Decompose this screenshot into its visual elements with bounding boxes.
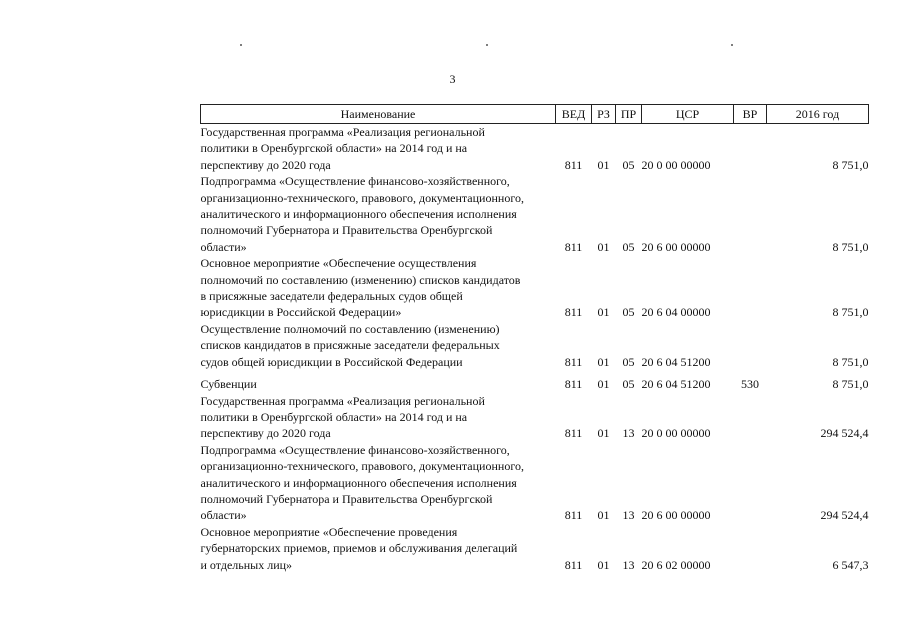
row-name-line: организационно-технического, правового, документационного, xyxy=(200,459,524,474)
row-name-line: Подпрограмма «Осуществление финансово-хозяйственного, xyxy=(200,174,510,189)
row-name xyxy=(201,370,556,392)
row-rz: 01 xyxy=(597,557,610,572)
row-vr xyxy=(734,442,767,524)
row-name xyxy=(201,255,556,321)
row-name-line: в присяжные заседатели федеральных судов общей xyxy=(200,289,463,304)
row-name-line: перспективу до 2020 года xyxy=(200,157,331,172)
row-name-line: Основное мероприятие «Обеспечение проведения xyxy=(200,524,458,539)
row-name-line: Основное мероприятие «Обеспечение осуществления xyxy=(200,256,477,271)
row-name-line: Осуществление полномочий по составлению (изменению) xyxy=(200,321,500,336)
row-amount: 294 524,4 xyxy=(820,508,869,523)
row-vr xyxy=(734,524,767,573)
row-rz: 01 xyxy=(597,305,610,320)
table-row xyxy=(201,173,869,255)
row-pr: 05 xyxy=(622,305,635,320)
row-vr xyxy=(734,173,767,255)
table-row xyxy=(201,442,869,524)
row-csr: 20 6 04 51200 xyxy=(641,354,711,369)
row-amount: 8 751,0 xyxy=(832,354,869,369)
row-pr: 05 xyxy=(622,377,635,392)
row-ved: 811 xyxy=(564,557,583,572)
row-csr: 20 6 00 00000 xyxy=(641,508,711,523)
header-csr: ЦСР xyxy=(642,105,734,124)
table-row xyxy=(201,393,869,442)
row-csr: 20 6 04 00000 xyxy=(641,305,711,320)
row-amount: 8 751,0 xyxy=(832,239,869,254)
row-name xyxy=(201,321,556,370)
header-pr: ПР xyxy=(616,105,642,124)
row-rz: 01 xyxy=(597,508,610,523)
row-name-line: Подпрограмма «Осуществление финансово-хозяйственного, xyxy=(200,442,510,457)
row-name-line: перспективу до 2020 года xyxy=(200,426,331,441)
row-name-line: полномочий по составлению (изменению) списков кандидатов xyxy=(200,272,521,287)
row-rz: 01 xyxy=(597,157,610,172)
header-vr: ВР xyxy=(734,105,767,124)
row-name-line: политики в Оренбургской области» на 2014 год и на xyxy=(200,409,468,424)
row-rz: 01 xyxy=(597,426,610,441)
table-header-row xyxy=(201,105,869,124)
row-ved: 811 xyxy=(564,508,583,523)
row-name-line: Субвенции xyxy=(200,377,257,392)
row-amount: 8 751,0 xyxy=(832,377,869,392)
row-vr xyxy=(734,124,767,174)
row-name xyxy=(201,442,556,524)
row-amount: 6 547,3 xyxy=(832,557,869,572)
row-name-line: полномочий Губернатора и Правительства Оренбургской xyxy=(200,491,493,506)
row-name xyxy=(201,524,556,573)
row-name-line: организационно-технического, правового, документационного, xyxy=(200,190,524,205)
row-csr: 20 0 00 00000 xyxy=(641,426,711,441)
row-name xyxy=(201,393,556,442)
row-csr: 20 6 02 00000 xyxy=(641,557,711,572)
row-amount: 294 524,4 xyxy=(820,426,869,441)
row-pr: 05 xyxy=(622,239,635,254)
row-pr: 13 xyxy=(622,508,635,523)
row-vr xyxy=(734,321,767,370)
budget-table xyxy=(200,104,869,573)
row-pr: 13 xyxy=(622,426,635,441)
row-ved: 811 xyxy=(564,305,583,320)
row-csr: 20 0 00 00000 xyxy=(641,157,711,172)
row-name-line: губернаторских приемов, приемов и обслуживания делегаций xyxy=(200,541,518,556)
row-amount: 8 751,0 xyxy=(832,157,869,172)
row-name xyxy=(201,124,556,174)
row-ved: 811 xyxy=(564,377,583,392)
scan-speck xyxy=(486,44,488,46)
row-csr: 20 6 00 00000 xyxy=(641,239,711,254)
row-name-line: политики в Оренбургской области» на 2014 год и на xyxy=(200,141,468,156)
table-row xyxy=(201,255,869,321)
row-vr: 530 xyxy=(741,377,759,392)
row-name-line: области» xyxy=(200,508,247,523)
row-name xyxy=(201,173,556,255)
table-row xyxy=(201,321,869,370)
row-name-line: полномочий Губернатора и Правительства Оренбургской xyxy=(200,223,493,238)
page-number: 3 xyxy=(449,72,456,86)
row-ved: 811 xyxy=(564,426,583,441)
row-vr xyxy=(734,255,767,321)
row-name-line: области» xyxy=(200,239,247,254)
table-row xyxy=(201,524,869,573)
row-ved: 811 xyxy=(564,239,583,254)
table-row xyxy=(201,370,869,392)
scan-speck xyxy=(731,44,733,46)
header-ved: ВЕД xyxy=(556,105,592,124)
row-rz: 01 xyxy=(597,377,610,392)
row-name-line: аналитического и информационного обеспечения исполнения xyxy=(200,475,517,490)
row-pr: 05 xyxy=(622,157,635,172)
table-row xyxy=(201,124,869,174)
table-body xyxy=(201,124,869,573)
scan-speck xyxy=(240,44,242,46)
header-year: 2016 год xyxy=(767,105,869,124)
row-pr: 13 xyxy=(622,557,635,572)
row-name-line: аналитического и информационного обеспечения исполнения xyxy=(200,207,517,222)
row-ved: 811 xyxy=(564,354,583,369)
row-csr: 20 6 04 51200 xyxy=(641,377,711,392)
row-name-line: Государственная программа «Реализация региональной xyxy=(200,125,485,139)
row-pr: 05 xyxy=(622,354,635,369)
header-name: Наименование xyxy=(201,105,556,124)
row-amount: 8 751,0 xyxy=(832,305,869,320)
row-rz: 01 xyxy=(597,354,610,369)
header-rz: РЗ xyxy=(592,105,616,124)
row-rz: 01 xyxy=(597,239,610,254)
row-name-line: списков кандидатов в присяжные заседатели федеральных xyxy=(200,338,500,353)
row-name-line: юрисдикции в Российской Федерации» xyxy=(200,305,402,320)
row-name-line: судов общей юрисдикции в Российской Федерации xyxy=(200,354,463,369)
row-name-line: и отдельных лиц» xyxy=(200,557,293,572)
row-name-line: Государственная программа «Реализация региональной xyxy=(200,393,485,408)
row-ved: 811 xyxy=(564,157,583,172)
row-vr xyxy=(734,393,767,442)
